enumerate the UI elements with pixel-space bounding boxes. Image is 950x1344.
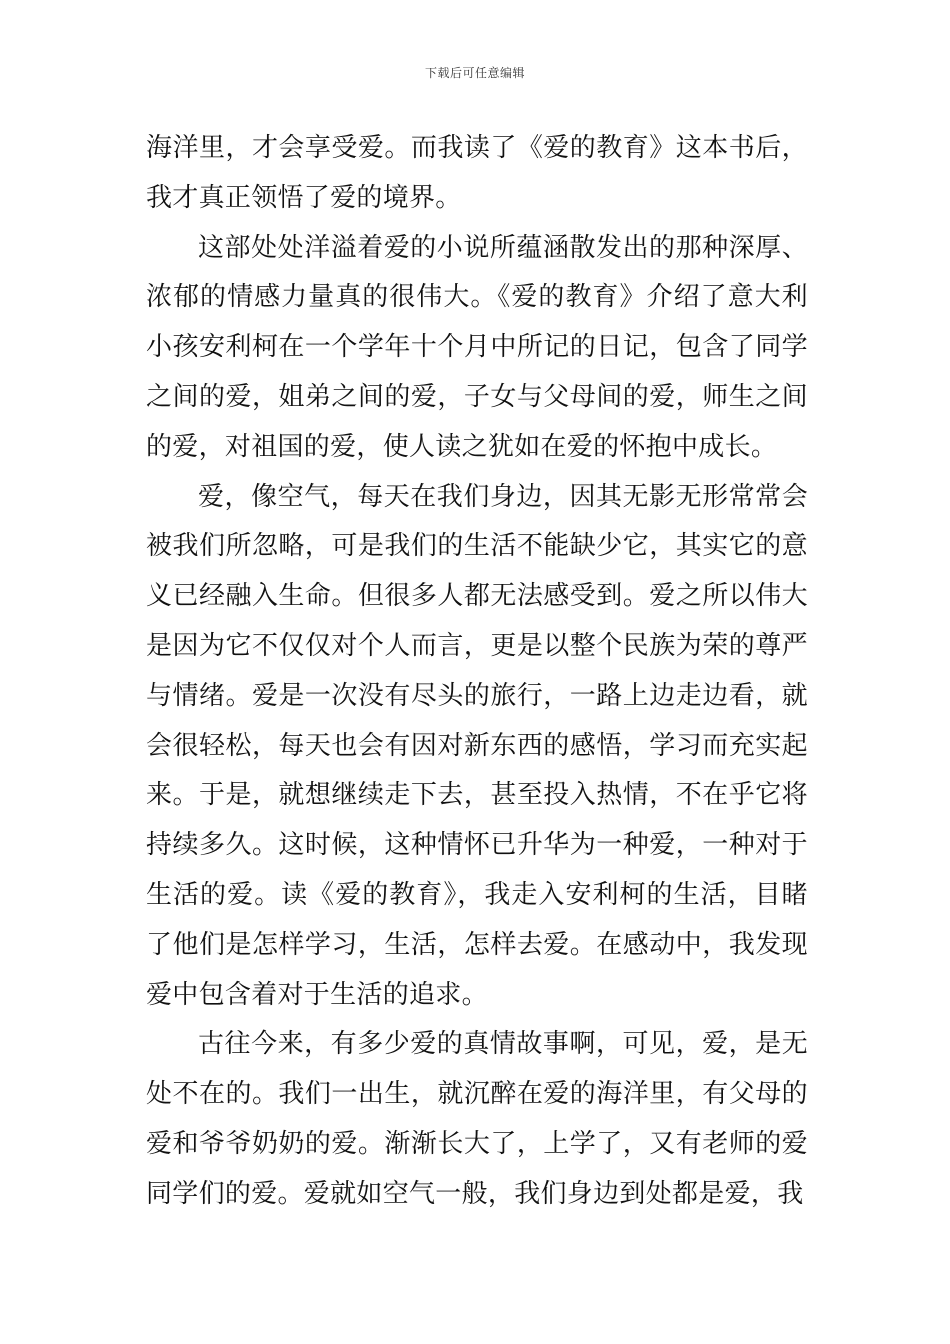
page-header: 下载后可任意编辑 — [424, 66, 525, 80]
paragraph: 这部处处洋溢着爱的小说所蕴涵散发出的那种深厚、浓郁的情感力量真的很伟大。《爱的教育》介绍了意大利小孩安利柯在一个学年十个月中所记的日记，包含了同学之间的爱，姐弟之间的爱，子女与父母间的爱，师生之间的爱，对祖国的爱，使人读之犹如在爱的怀抱中成长。 — [146, 232, 808, 462]
paragraph: 海洋里，才会享受爱。而我读了《爱的教育》这本书后，我才真正领悟了爱的境界。 — [146, 133, 808, 213]
document-body — [146, 124, 808, 1220]
paragraph: 古往今来，有多少爱的真情故事啊，可见，爱，是无处不在的。我们一出生，就沉醉在爱的海洋里，有父母的爱和爷爷奶奶的爱。渐渐长大了，上学了，又有老师的爱同学们的爱。爱就如空气一般，我们身边到处都是爱，我 — [146, 1029, 808, 1209]
paragraph: 爱，像空气，每天在我们身边，因其无影无形常常会被我们所忽略，可是我们的生活不能缺少它，其实它的意义已经融入生命。但很多人都无法感受到。爱之所以伟大是因为它不仅仅对个人而言，更是以整个民族为荣的尊严与情绪。爱是一次没有尽头的旅行，一路上边走边看，就会很轻松，每天也会有因对新东西的感悟，学习而充实起来。于是，就想继续走下去，甚至投入热情，不在乎它将持续多久。这时候，这种情怀已升华为一种爱，一种对于生活的爱。读《爱的教育》，我走入安利柯的生活，目睹了他们是怎样学习，生活，怎样去爱。在感动中，我发现爱中包含着对于生活的追求。 — [146, 481, 808, 1010]
